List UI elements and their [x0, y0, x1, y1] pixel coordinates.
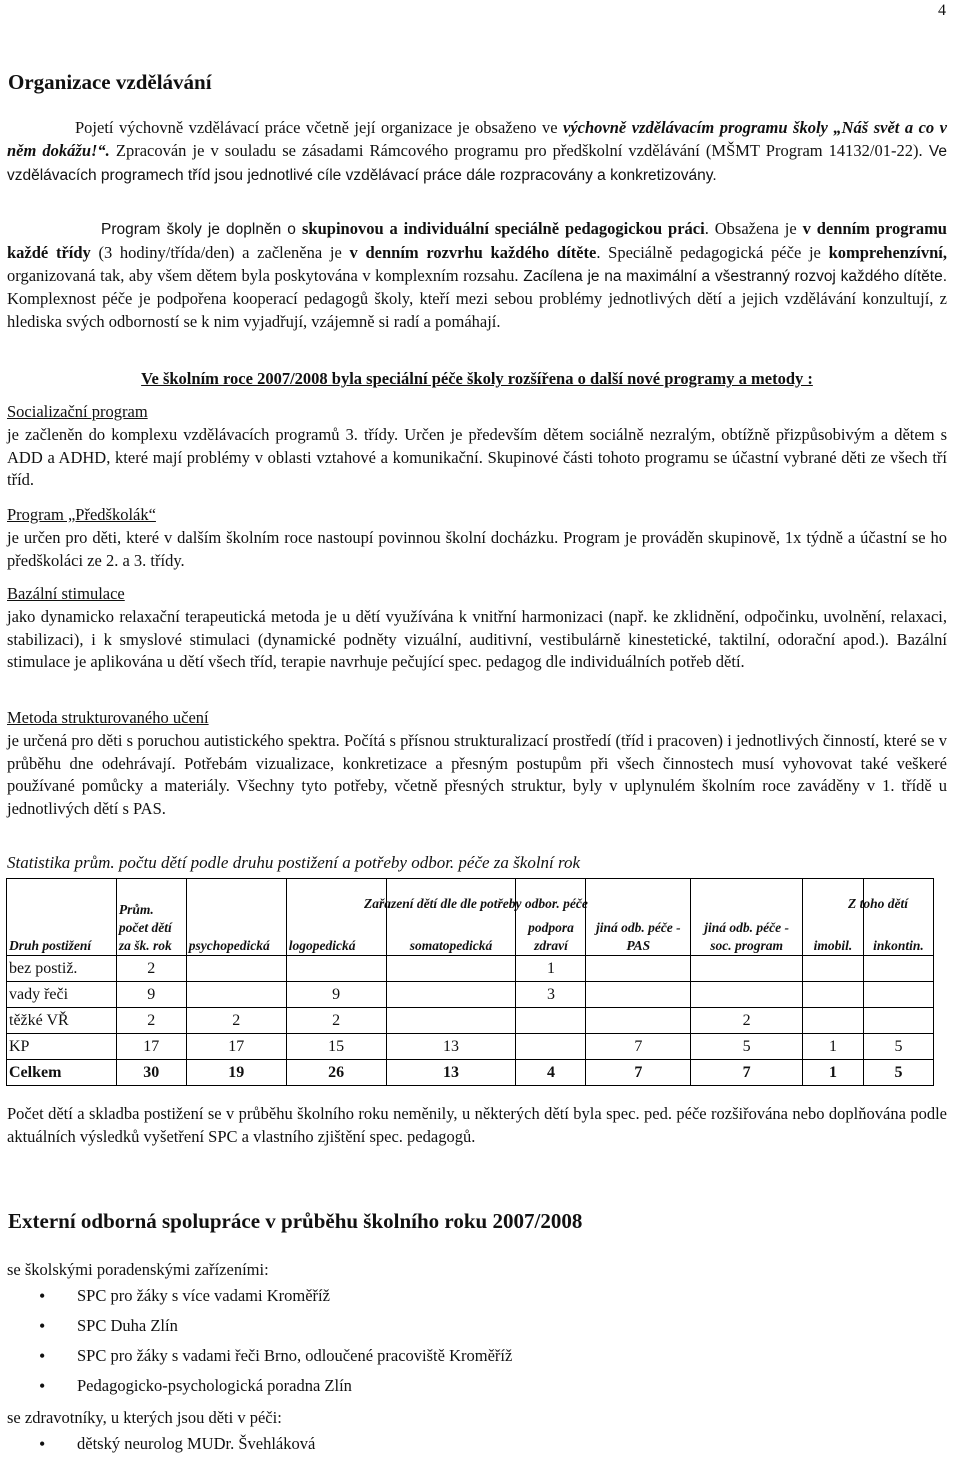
table-cell: 13: [386, 1034, 516, 1060]
header-cell: jiná odb. péče - PAS: [586, 879, 691, 956]
table-cell: 30: [116, 1060, 186, 1086]
table-cell: [691, 956, 803, 982]
table-cell: [863, 956, 933, 982]
table-cell: [691, 982, 803, 1008]
table-row-total: [7, 1060, 934, 1086]
program-title: Socializační program: [7, 402, 148, 421]
table-cell: 2: [116, 1008, 186, 1034]
table-cell: vady řeči: [7, 982, 117, 1008]
table-cell: [586, 982, 691, 1008]
table-cell: bez postiž.: [7, 956, 117, 982]
table-cell: 7: [586, 1060, 691, 1086]
header-cell: psychopedická: [186, 879, 286, 956]
table-cell: 1: [516, 956, 586, 982]
table-group-z-toho: Z toho dětí: [848, 896, 908, 911]
intro2-d: v denním programu každé třídy: [7, 219, 947, 262]
intro2-k: Komplexnost péče je podpořena kooperací pedagogů školy, kteří mezi sebou problémy jednotlivých dětí a jejich vzdělávání konzultují, z hlediska svých odborností se k nim vyjadřují, vzájemně si radí a pomáhají.: [7, 289, 947, 332]
table-cell: [803, 982, 864, 1008]
header-cell: somatopedická: [386, 879, 516, 956]
intro2-j: Zacílena je na maximální a všestranný rozvoj každého dítěte.: [518, 267, 948, 285]
header-cell: imobil.: [803, 879, 864, 956]
program-name: výchovně vzdělávacím programu školy „Náš svět a co v něm dokážu!“.: [7, 118, 947, 160]
table-cell: [386, 956, 516, 982]
statistics-table: [6, 878, 934, 1086]
table-cell: 2: [286, 1008, 386, 1034]
table-cell: Celkem: [7, 1060, 117, 1086]
table-cell: [516, 1034, 586, 1060]
table-cell: 15: [286, 1034, 386, 1060]
program-bazalni-stimulace: [7, 583, 947, 674]
programs-heading: [7, 368, 947, 391]
table-cell: [803, 1008, 864, 1034]
after-table-paragraph: Počet dětí a skladba postižení se v průběhu školního roku neměnily, u některých dětí byla spec. ped. péče rozšiřována nebo doplňována podle aktuálních výsledků vyšetření SPC a vlastního zjištění spec. pedagogů.: [7, 1104, 947, 1146]
school-list: [7, 1284, 512, 1404]
program-strukturovane-uceni: [7, 707, 947, 821]
intro-text-c: Zpracován je v souladu se zásadami Rámcového programu pro předškolní vzdělávání (MŠMT Program 14132/01-22).: [109, 140, 923, 160]
table-cell: 3: [516, 982, 586, 1008]
table-cell: 5: [691, 1034, 803, 1060]
program-title: Program „Předškolák“: [7, 505, 156, 524]
health-label: se zdravotníky, u kterých jsou děti v péči:: [7, 1408, 282, 1427]
intro-text-d: Ve vzdělávacích programech tříd jsou jednotlivé cíle vzdělávací práce dále rozpracovány a konkretizovány.: [7, 142, 947, 184]
programs-heading-text: Ve školním roce 2007/2008 byla speciální péče školy rozšířena o další nové programy a metody :: [141, 369, 813, 388]
table-cell: 9: [286, 982, 386, 1008]
intro2-i: organizovaná tak, aby všem dětem byla poskytována v komplexním rozsahu.: [7, 265, 519, 285]
table-cell: 19: [186, 1060, 286, 1086]
health-list: [7, 1432, 315, 1462]
table-cell: 2: [691, 1008, 803, 1034]
header-cell: logopedická: [286, 879, 386, 956]
list-item: • SPC Duha Zlín: [7, 1314, 512, 1344]
program-predskolak: [7, 504, 947, 572]
intro2-c: . Obsažena je: [704, 219, 803, 238]
table-cell: těžké VŘ: [7, 1008, 117, 1034]
intro-paragraph-2: [7, 218, 947, 334]
list-item: • SPC pro žáky s vadami řeči Brno, odloučené pracoviště Kroměříž: [7, 1344, 512, 1374]
program-title: Metoda strukturovaného učení: [7, 708, 209, 727]
list-item: • SPC pro žáky s více vadami Kroměříž: [7, 1284, 512, 1314]
table-cell: 5: [863, 1034, 933, 1060]
table-cell: [386, 982, 516, 1008]
program-text: je určen pro děti, které v dalším školním roce nastoupí povinnou školní docházku. Program je prováděn skupinově, 1x týdně a účastní se ho předškoláci ze 2. a 3. třídy.: [7, 527, 947, 570]
intro-text-a: Pojetí výchovně vzdělávací práce včetně její organizace je obsaženo ve: [75, 118, 564, 137]
header-cell: Druh postižení: [7, 879, 117, 956]
school-label: se školskými poradenskými zařízeními:: [7, 1260, 269, 1279]
program-text: jako dynamicko relaxační terapeutická metoda je u dětí využívána k vnitřní harmonizaci (např. ke zklidnění, odpočinku, uvolnění, relaxaci, stabilizaci), i k smyslové stimulaci (dynamické podněty vizuální, auditivní, vestibulárně kinestetické, taktilní, odorační apod.). Bazální stimulace je aplikována u dětí všech tříd, terapie navrhuje pečující spec. pedagog dle individuálních potřeb dětí.: [7, 606, 947, 672]
table-cell: 1: [803, 1060, 864, 1086]
intro2-e: (3 hodiny/třída/den) a začleněna je: [90, 242, 350, 262]
table-cell: 4: [516, 1060, 586, 1086]
table-cell: 9: [116, 982, 186, 1008]
table-cell: 13: [386, 1060, 516, 1086]
list-item: • dětský neurolog MUDr. Švehláková: [7, 1432, 315, 1462]
table-row: [7, 956, 934, 982]
table-cell: [803, 956, 864, 982]
table-cell: 5: [863, 1060, 933, 1086]
table-cell: [516, 1008, 586, 1034]
list-item: • Pedagogicko-psychologická poradna Zlín: [7, 1374, 512, 1404]
program-text: je určená pro děti s poruchou autistického spektra. Počítá s přísnou strukturalizací prostředí (tříd i pracoven) i jednotlivých činností, které se v průběhu dne odehrávají. Potřebám vizualizace, konkretizace a přesným postupům při všech činnostech musí vyhovovat také veškeré používané pomůcky a materiály. Všechny tyto potřeby, včetně přesných struktur, byly v uplynulém školním roce zaváděny v 1. třídě u jednotlivých dětí s PAS.: [7, 730, 947, 819]
section-heading-externi: Externí odborná spolupráce v průběhu školního roku 2007/2008: [8, 1209, 583, 1233]
intro2-f: v denním rozvrhu každého dítěte: [349, 242, 597, 262]
table-cell: [286, 956, 386, 982]
table-row: [7, 1034, 934, 1060]
table-cell: 2: [186, 1008, 286, 1034]
intro2-g: . Speciálně pedagogická péče je: [596, 242, 829, 262]
header-cell: jiná odb. péče - soc. program: [691, 879, 803, 956]
table-row: [7, 1008, 934, 1034]
table-cell: 7: [586, 1034, 691, 1060]
table-cell: 1: [803, 1034, 864, 1060]
intro2-a: Program školy je doplněn o: [101, 221, 302, 238]
intro2-b: skupinovou a individuální speciálně pedagogickou práci: [302, 219, 705, 238]
program-title: Bazální stimulace: [7, 584, 125, 603]
table-cell: [186, 982, 286, 1008]
intro-paragraph-1: [7, 117, 947, 187]
page-number: 4: [938, 2, 946, 19]
table-cell: 17: [116, 1034, 186, 1060]
table-group-zarazeni: Zařazení dětí dle dle potřeby odbor. péče: [364, 896, 588, 911]
table-cell: KP: [7, 1034, 117, 1060]
table-cell: 7: [691, 1060, 803, 1086]
table-cell: [863, 982, 933, 1008]
table-cell: [186, 956, 286, 982]
table-row: [7, 982, 934, 1008]
table-cell: [586, 1008, 691, 1034]
table-cell: [863, 1008, 933, 1034]
table-cell: [386, 1008, 516, 1034]
statistics-title: Statistika prům. počtu dětí podle druhu postižení a potřeby odbor. péče za školní rok: [7, 853, 581, 872]
section-heading-organizace: Organizace vzdělávání: [8, 70, 212, 94]
table-cell: 2: [116, 956, 186, 982]
program-text: je začleněn do komplexu vzdělávacích programů 3. třídy. Určen je především dětem sociálně nezralým, obtížně přizpůsobivým a dětem s ADD a ADHD, které mají problémy v oblasti vztahové a komunikační. Skupinové části tohoto programu se účastní vybrané děti ze všech tří tříd.: [7, 424, 947, 490]
table-header-row: [7, 879, 934, 956]
program-socializacni: [7, 401, 947, 492]
table-cell: 26: [286, 1060, 386, 1086]
table-cell: 17: [186, 1034, 286, 1060]
header-cell: Prům. počet dětí za šk. rok: [116, 879, 186, 956]
header-cell: inkontin.: [863, 879, 933, 956]
intro2-h: komprehenzívní,: [828, 242, 947, 262]
header-cell: podpora zdraví: [516, 879, 586, 956]
table-cell: [586, 956, 691, 982]
